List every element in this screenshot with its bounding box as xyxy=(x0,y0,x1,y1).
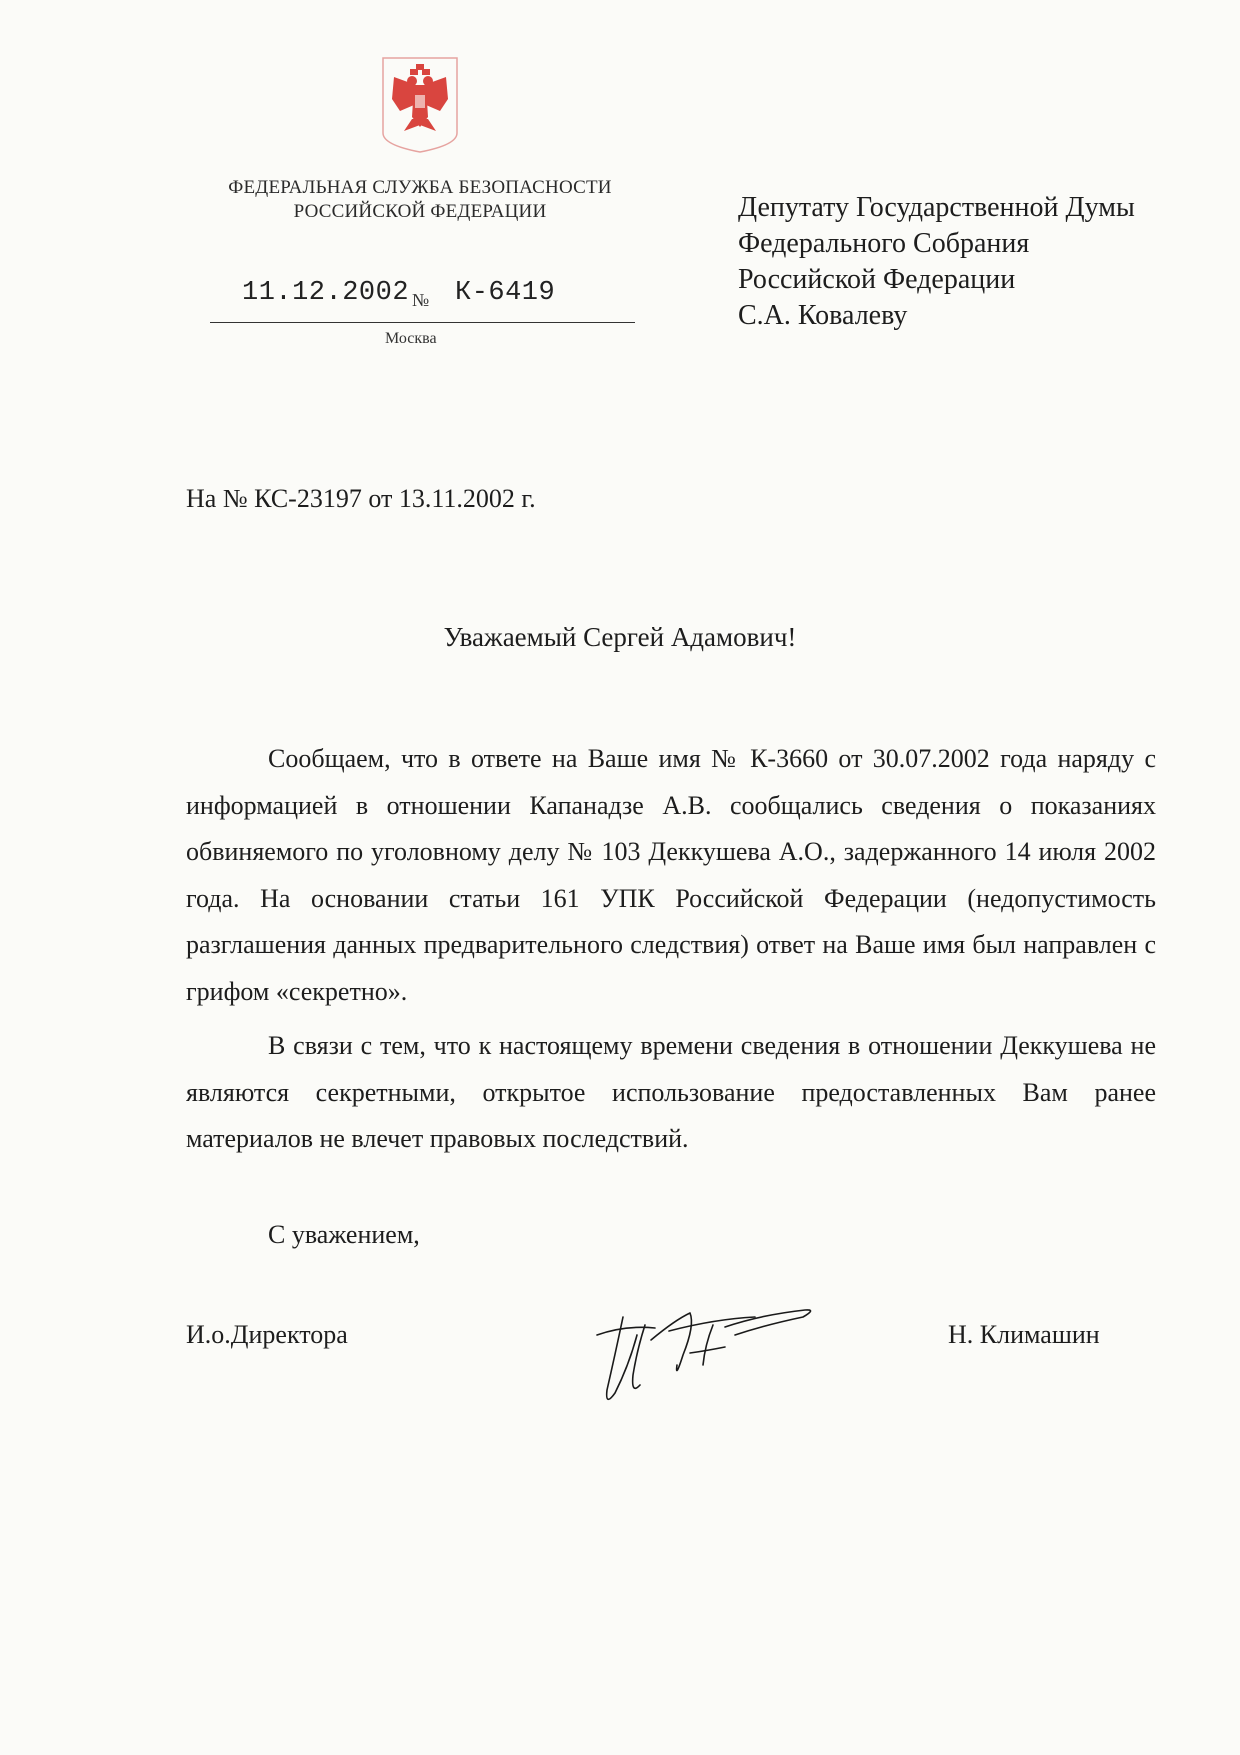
letter-body xyxy=(186,736,1156,1171)
agency-name-line1: ФЕДЕРАЛЬНАЯ СЛУЖБА БЕЗОПАСНОСТИ xyxy=(228,177,612,198)
addressee-line1: Депутату Государственной Думы xyxy=(738,192,1135,223)
registration-line xyxy=(210,278,635,324)
russian-coat-of-arms-icon xyxy=(380,55,460,155)
addressee-line2: Федерального Собрания xyxy=(738,228,1030,259)
addressee-line4: С.А. Ковалеву xyxy=(738,300,908,331)
registration-date: 11.12.2002 xyxy=(242,278,410,308)
registration-underline xyxy=(210,322,635,323)
addressee-line3: Российской Федерации xyxy=(738,264,1016,295)
number-sign: № xyxy=(412,290,430,310)
salutation: Уважаемый Сергей Адамович! xyxy=(443,622,797,652)
addressee-block xyxy=(738,190,1135,334)
city-label: Москва xyxy=(385,330,437,347)
reference-line: На № КС-23197 от 13.11.2002 г. xyxy=(186,484,536,513)
handwritten-signature-icon xyxy=(585,1295,830,1415)
registration-number: К-6419 xyxy=(455,278,556,308)
closing-phrase: С уважением, xyxy=(268,1220,420,1249)
signatory-name: Н. Климашин xyxy=(948,1320,1100,1349)
agency-name-line2: РОССИЙСКОЙ ФЕДЕРАЦИИ xyxy=(293,201,547,222)
signatory-title: И.о.Директора xyxy=(186,1320,348,1349)
body-paragraph-2: В связи с тем, что к настоящему времени сведения в отношении Деккушева не являются секретными, открытое использование предоставленных Вам ранее материалов не влечет правовых последствий. xyxy=(186,1031,1156,1153)
body-paragraph-1: Сообщаем, что в ответе на Ваше имя № К-3660 от 30.07.2002 года наряду с информацией в отношении Капанадзе А.В. сообщались сведения о показаниях обвиняемого по уголовному делу № 103 Деккушева А.О., задержанного 14 июля 2002 года. На основании статьи 161 УПК Российской Федерации (недопустимость разглашения данных предварительного следствия) ответ на Ваше имя был направлен с грифом «секретно». xyxy=(186,744,1156,1006)
agency-name xyxy=(205,176,635,224)
